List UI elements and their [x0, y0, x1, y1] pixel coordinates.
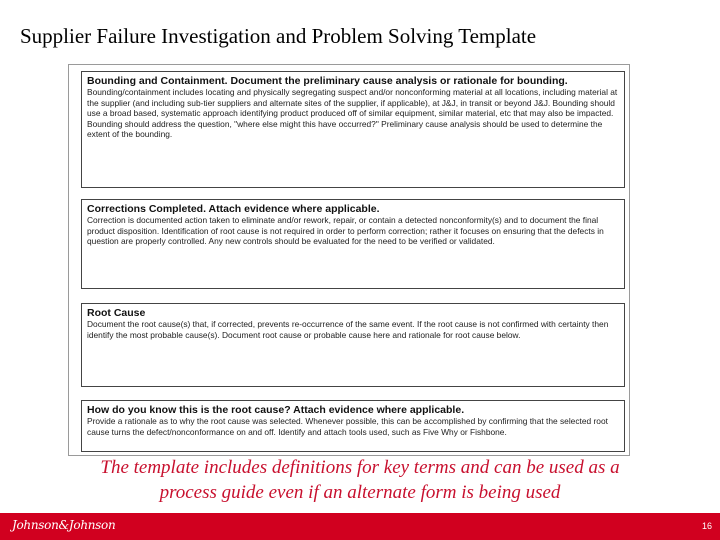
page-number: 16 [701, 521, 712, 531]
bounding-containment-section [81, 71, 625, 188]
section-description: Correction is documented action taken to eliminate and/or rework, repair, or contain a detected nonconformity(s) and to document the final product disposition. Identification of root cause is not required in order to perform correction; rather it focuses on ensuring that the defects in question are properly controlled. Any new controls should be evaluated for the need to be verified or validated. [87, 215, 604, 247]
caption-line: process guide even if an alternate form is being used [159, 482, 561, 503]
caption-line: The template includes definitions for key terms and can be used as a [100, 457, 620, 478]
section-heading: Bounding and Containment. Document the preliminary cause analysis or rationale for bounding. [87, 75, 568, 87]
slide-title: Supplier Failure Investigation and Problem Solving Template [20, 24, 537, 48]
section-description: Provide a rationale as to why the root cause was selected. Whenever possible, this can be accomplished by confirming that the selected root cause turns the defect/nonconformance on and off. Identify and attach tools used, such as Five Why or Fishbone. [87, 416, 608, 437]
corrections-completed-section [81, 199, 625, 289]
brand-logo: Johnson&Johnson [12, 518, 116, 532]
root-cause-rationale-section [81, 400, 625, 452]
section-description: Bounding/containment includes locating and physically segregating suspect and/or nonconforming material at all locations, including material at the supplier (and including sub-tier suppliers and alternate sites of the supplier, if applicable), at J&J, in transit or beyond J&J. Bounding should use a broad based, systematic approach identifying product produced off of similar equipment, similar material, etc that may also be impacted. Bounding should address the question, "where else might this have occurred?" Preliminary cause analysis should be used to determine the extent of the bounding. [87, 87, 618, 140]
root-cause-section [81, 303, 625, 387]
slide-caption [0, 455, 720, 505]
section-heading: Root Cause [87, 307, 146, 319]
footer-bar [0, 513, 720, 540]
section-description: Document the root cause(s) that, if corrected, prevents re-occurrence of the same event. If the root cause is not confirmed with certainty then identify the most probable cause(s). Document root cause or probable cause here and rationale for root cause below. [87, 319, 609, 340]
section-heading: Corrections Completed. Attach evidence where applicable. [87, 203, 380, 215]
template-form-image [68, 64, 630, 456]
section-heading: How do you know this is the root cause? Attach evidence where applicable. [87, 404, 465, 416]
